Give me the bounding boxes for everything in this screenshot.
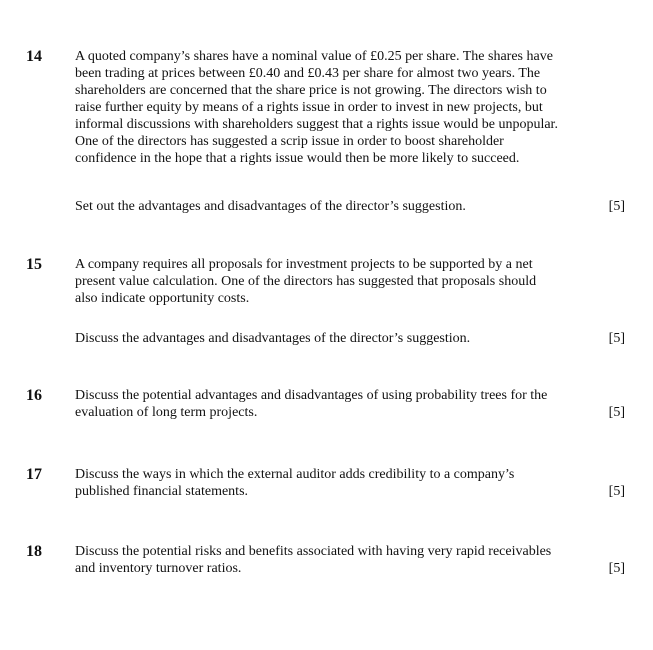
question-marks: [5] <box>608 405 625 420</box>
question-marks: [5] <box>608 484 625 499</box>
question-text: Discuss the ways in which the external auditor adds credibility to a company’s published financial statements. <box>75 467 515 499</box>
question-instruction: Set out the advantages and disadvantages of the director’s suggestion. <box>75 199 466 214</box>
question-number: 14 <box>26 48 42 65</box>
question-number: 15 <box>26 256 42 273</box>
question-number: 16 <box>26 387 42 404</box>
question-instruction: Discuss the advantages and disadvantages of the director’s suggestion. <box>75 331 471 346</box>
question-text: A company requires all proposals for investment projects to be supported by a net present value calculation. One of the directors has suggested that proposals should also indicate opportunity costs. <box>75 257 537 306</box>
question-marks: [5] <box>608 331 625 346</box>
question-marks: [5] <box>608 561 625 576</box>
question-number: 18 <box>26 543 42 560</box>
question-number: 17 <box>26 466 42 483</box>
question-text: Discuss the potential risks and benefits associated with having very rapid receivables and inventory turnover ratios. <box>75 544 552 576</box>
question-marks: [5] <box>608 199 625 214</box>
question-text: Discuss the potential advantages and disadvantages of using probability trees for the evaluation of long term projects. <box>75 388 548 420</box>
question-text: A quoted company’s shares have a nominal value of £0.25 per share. The shares have been trading at prices between £0.40 and £0.43 per share for almost two years. The shareholders are concerned that the share price is not growing. The directors wish to raise further equity by means of a rights issue in order to invest in new projects, but informal discussions with shareholders suggest that a rights issue would be unpopular. One of the directors has suggested a scrip issue in order to boost shareholder confidence in the hope that a rights issue would then be more likely to succeed. <box>75 49 558 166</box>
